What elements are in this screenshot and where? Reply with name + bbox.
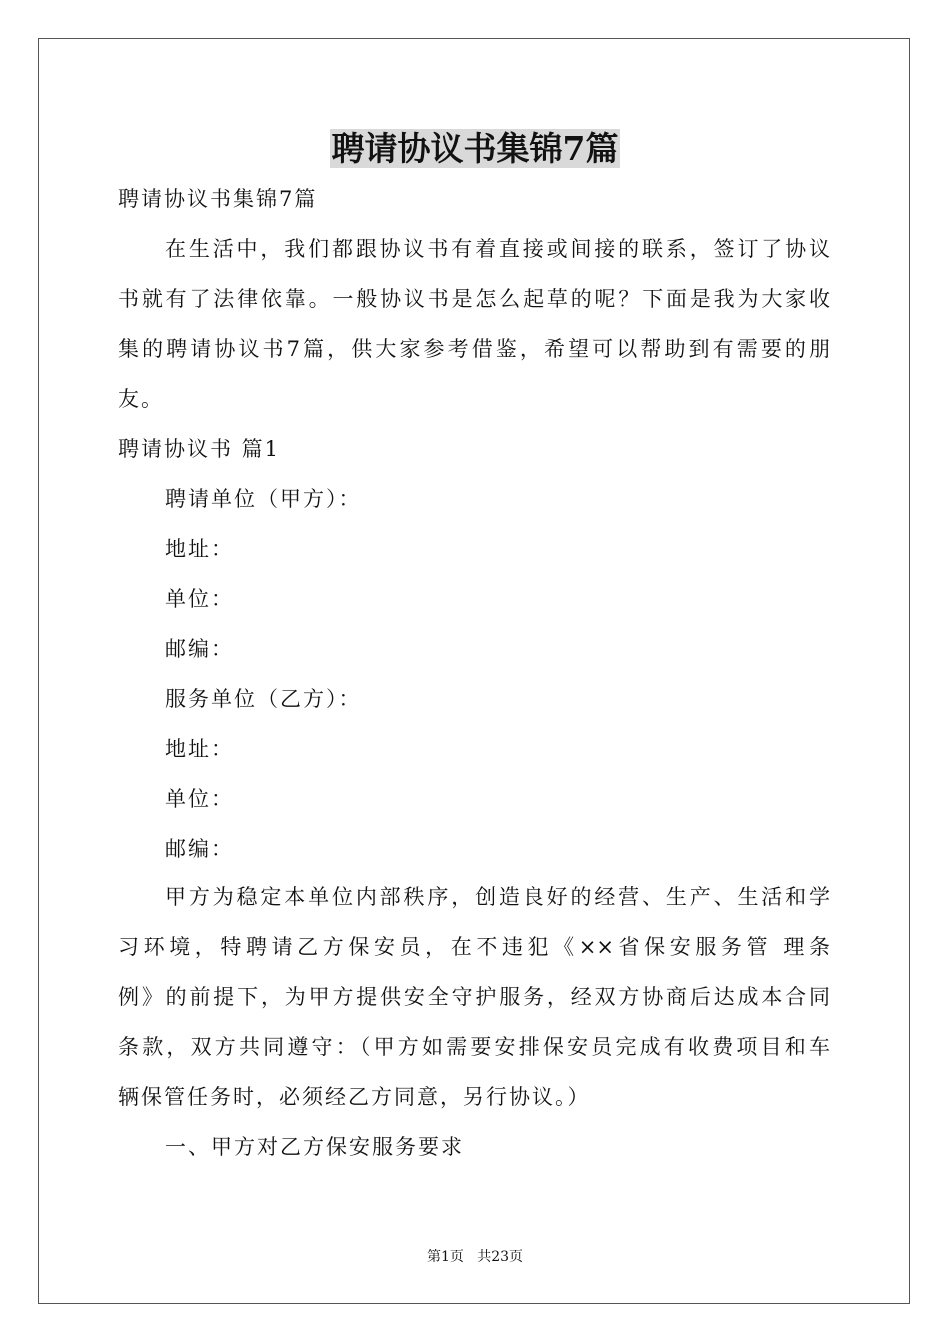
intro-line-1: 在生活中，我们都跟协议书有着直接或间接的联系，签订了协议	[165, 237, 830, 261]
party-b-address: 地址：	[165, 737, 234, 761]
subtitle-line: 聘请协议书集锦7篇	[118, 187, 318, 211]
party-a-address: 地址：	[165, 537, 234, 561]
party-b-postcode: 邮编：	[165, 837, 234, 861]
party-a-postcode: 邮编：	[165, 637, 234, 661]
clause-heading: 一、甲方对乙方保安服务要求	[165, 1135, 464, 1159]
document-title: 聘请协议书集锦7篇	[331, 129, 619, 168]
intro-line-4: 友。	[118, 387, 164, 411]
intro-line-3: 集的聘请协议书7篇，供大家参考借鉴，希望可以帮助到有需要的朋	[118, 337, 830, 361]
page-border	[38, 38, 910, 1304]
party-a-unit: 单位：	[165, 587, 234, 611]
body-line-2: 习环境，特聘请乙方保安员，在不违犯《××省保安服务管 理条	[118, 935, 830, 959]
page-footer: 第1页 共23页	[426, 1249, 524, 1265]
body-line-5: 辆保管任务时，必须经乙方同意，另行协议。）	[118, 1085, 591, 1109]
party-b-unit: 单位：	[165, 787, 234, 811]
intro-line-2: 书就有了法律依靠。一般协议书是怎么起草的呢？下面是我为大家收	[118, 287, 830, 311]
body-line-3: 例》的前提下，为甲方提供安全守护服务，经双方协商后达成本合同	[118, 985, 830, 1009]
party-a-label: 聘请单位（甲方）：	[165, 487, 362, 511]
section-heading: 聘请协议书 篇1	[118, 437, 281, 461]
party-b-label: 服务单位（乙方）：	[165, 687, 362, 711]
body-line-1: 甲方为稳定本单位内部秩序，创造良好的经营、生产、生活和学	[165, 885, 830, 909]
body-line-4: 条款，双方共同遵守：（甲方如需要安排保安员完成有收费项目和车	[118, 1035, 830, 1059]
